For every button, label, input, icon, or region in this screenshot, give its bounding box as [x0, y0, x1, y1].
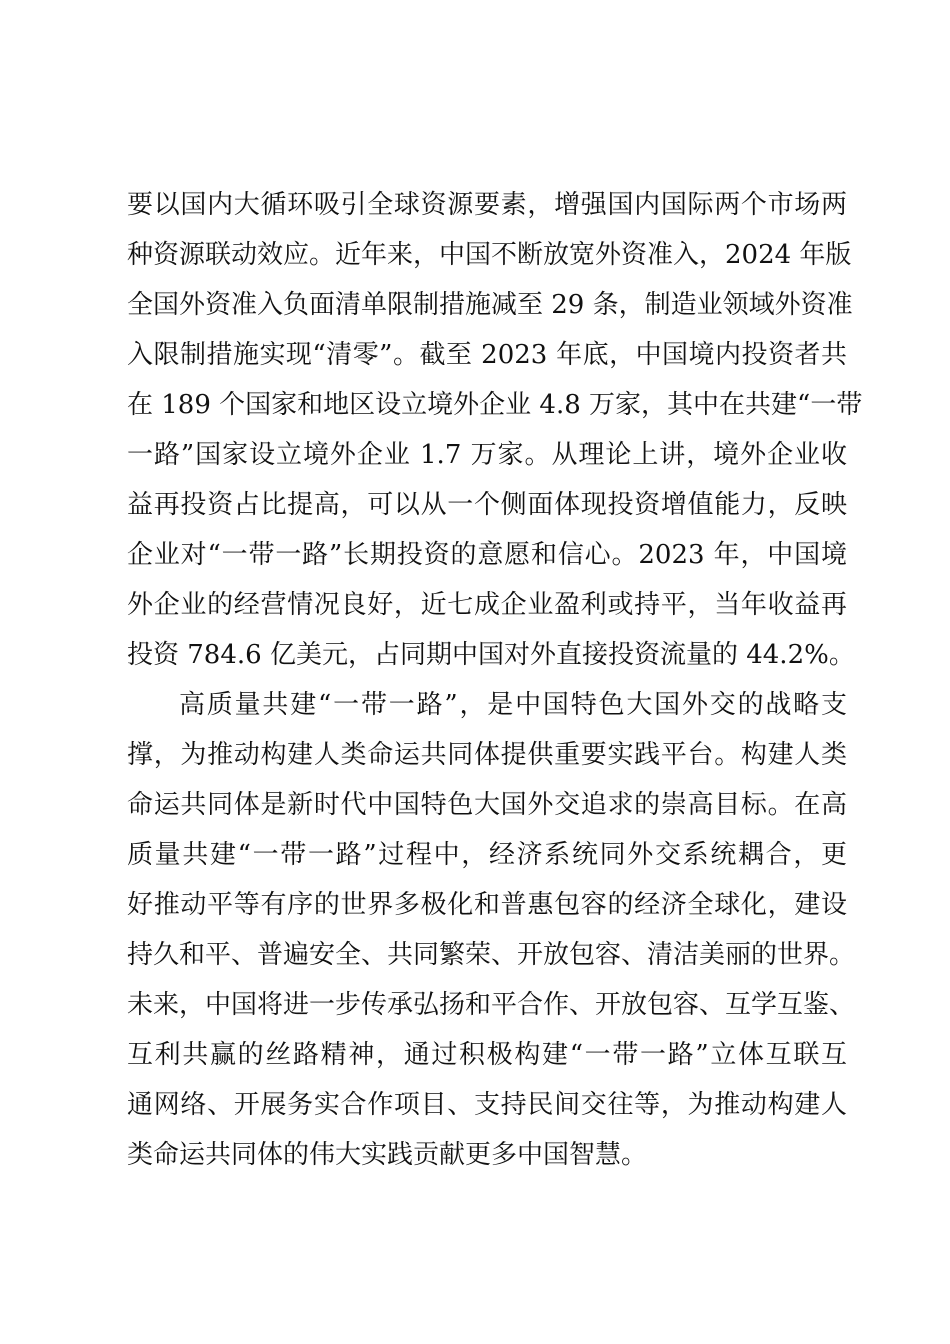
text-line: 质量共建“一带一路”过程中，经济系统同外交系统耦合，更 [127, 840, 847, 870]
text-line: 通网络、开展务实合作项目、支持民间交往等，为推动构建人 [127, 1090, 847, 1120]
text-line: 命运共同体是新时代中国特色大国外交追求的崇高目标。在高 [127, 790, 847, 820]
text-line: 外企业的经营情况良好，近七成企业盈利或持平，当年收益再 [127, 590, 847, 620]
text-line: 益再投资占比提高，可以从一个侧面体现投资增值能力，反映 [127, 490, 847, 520]
text-line: 企业对“一带一路”长期投资的意愿和信心。2023 年，中国境 [127, 540, 847, 570]
text-line: 未来，中国将进一步传承弘扬和平合作、开放包容、互学互鉴、 [127, 990, 856, 1020]
text-line: 类命运共同体的伟大实践贡献更多中国智慧。 [127, 1140, 648, 1170]
body-text [127, 180, 863, 1180]
paragraph-1 [127, 180, 863, 680]
text-line: 要以国内大循环吸引全球资源要素，增强国内国际两个市场两 [127, 190, 847, 220]
text-line: 好推动平等有序的世界多极化和普惠包容的经济全球化，建设 [127, 890, 847, 920]
text-line: 入限制措施实现“清零”。截至 2023 年底，中国境内投资者共 [127, 340, 847, 370]
text-line: 撑，为推动构建人类命运共同体提供重要实践平台。构建人类 [127, 740, 847, 770]
text-line: 投资 784.6 亿美元，占同期中国对外直接投资流量的 44.2%。 [127, 640, 855, 670]
paragraph-2 [127, 680, 856, 1180]
text-line: 种资源联动效应。近年来，中国不断放宽外资准入，2024 年版 [127, 240, 852, 270]
text-line: 在 189 个国家和地区设立境外企业 4.8 万家，其中在共建“一带 [127, 390, 863, 420]
text-line: 互利共赢的丝路精神，通过积极构建“一带一路”立体互联互 [127, 1040, 847, 1070]
text-line: 高质量共建“一带一路”，是中国特色大国外交的战略支 [179, 690, 847, 720]
text-line: 一路”国家设立境外企业 1.7 万家。从理论上讲，境外企业收 [127, 440, 847, 470]
text-line: 持久和平、普遍安全、共同繁荣、开放包容、清洁美丽的世界。 [127, 940, 856, 970]
text-line: 全国外资准入负面清单限制措施减至 29 条，制造业领域外资准 [127, 290, 853, 320]
